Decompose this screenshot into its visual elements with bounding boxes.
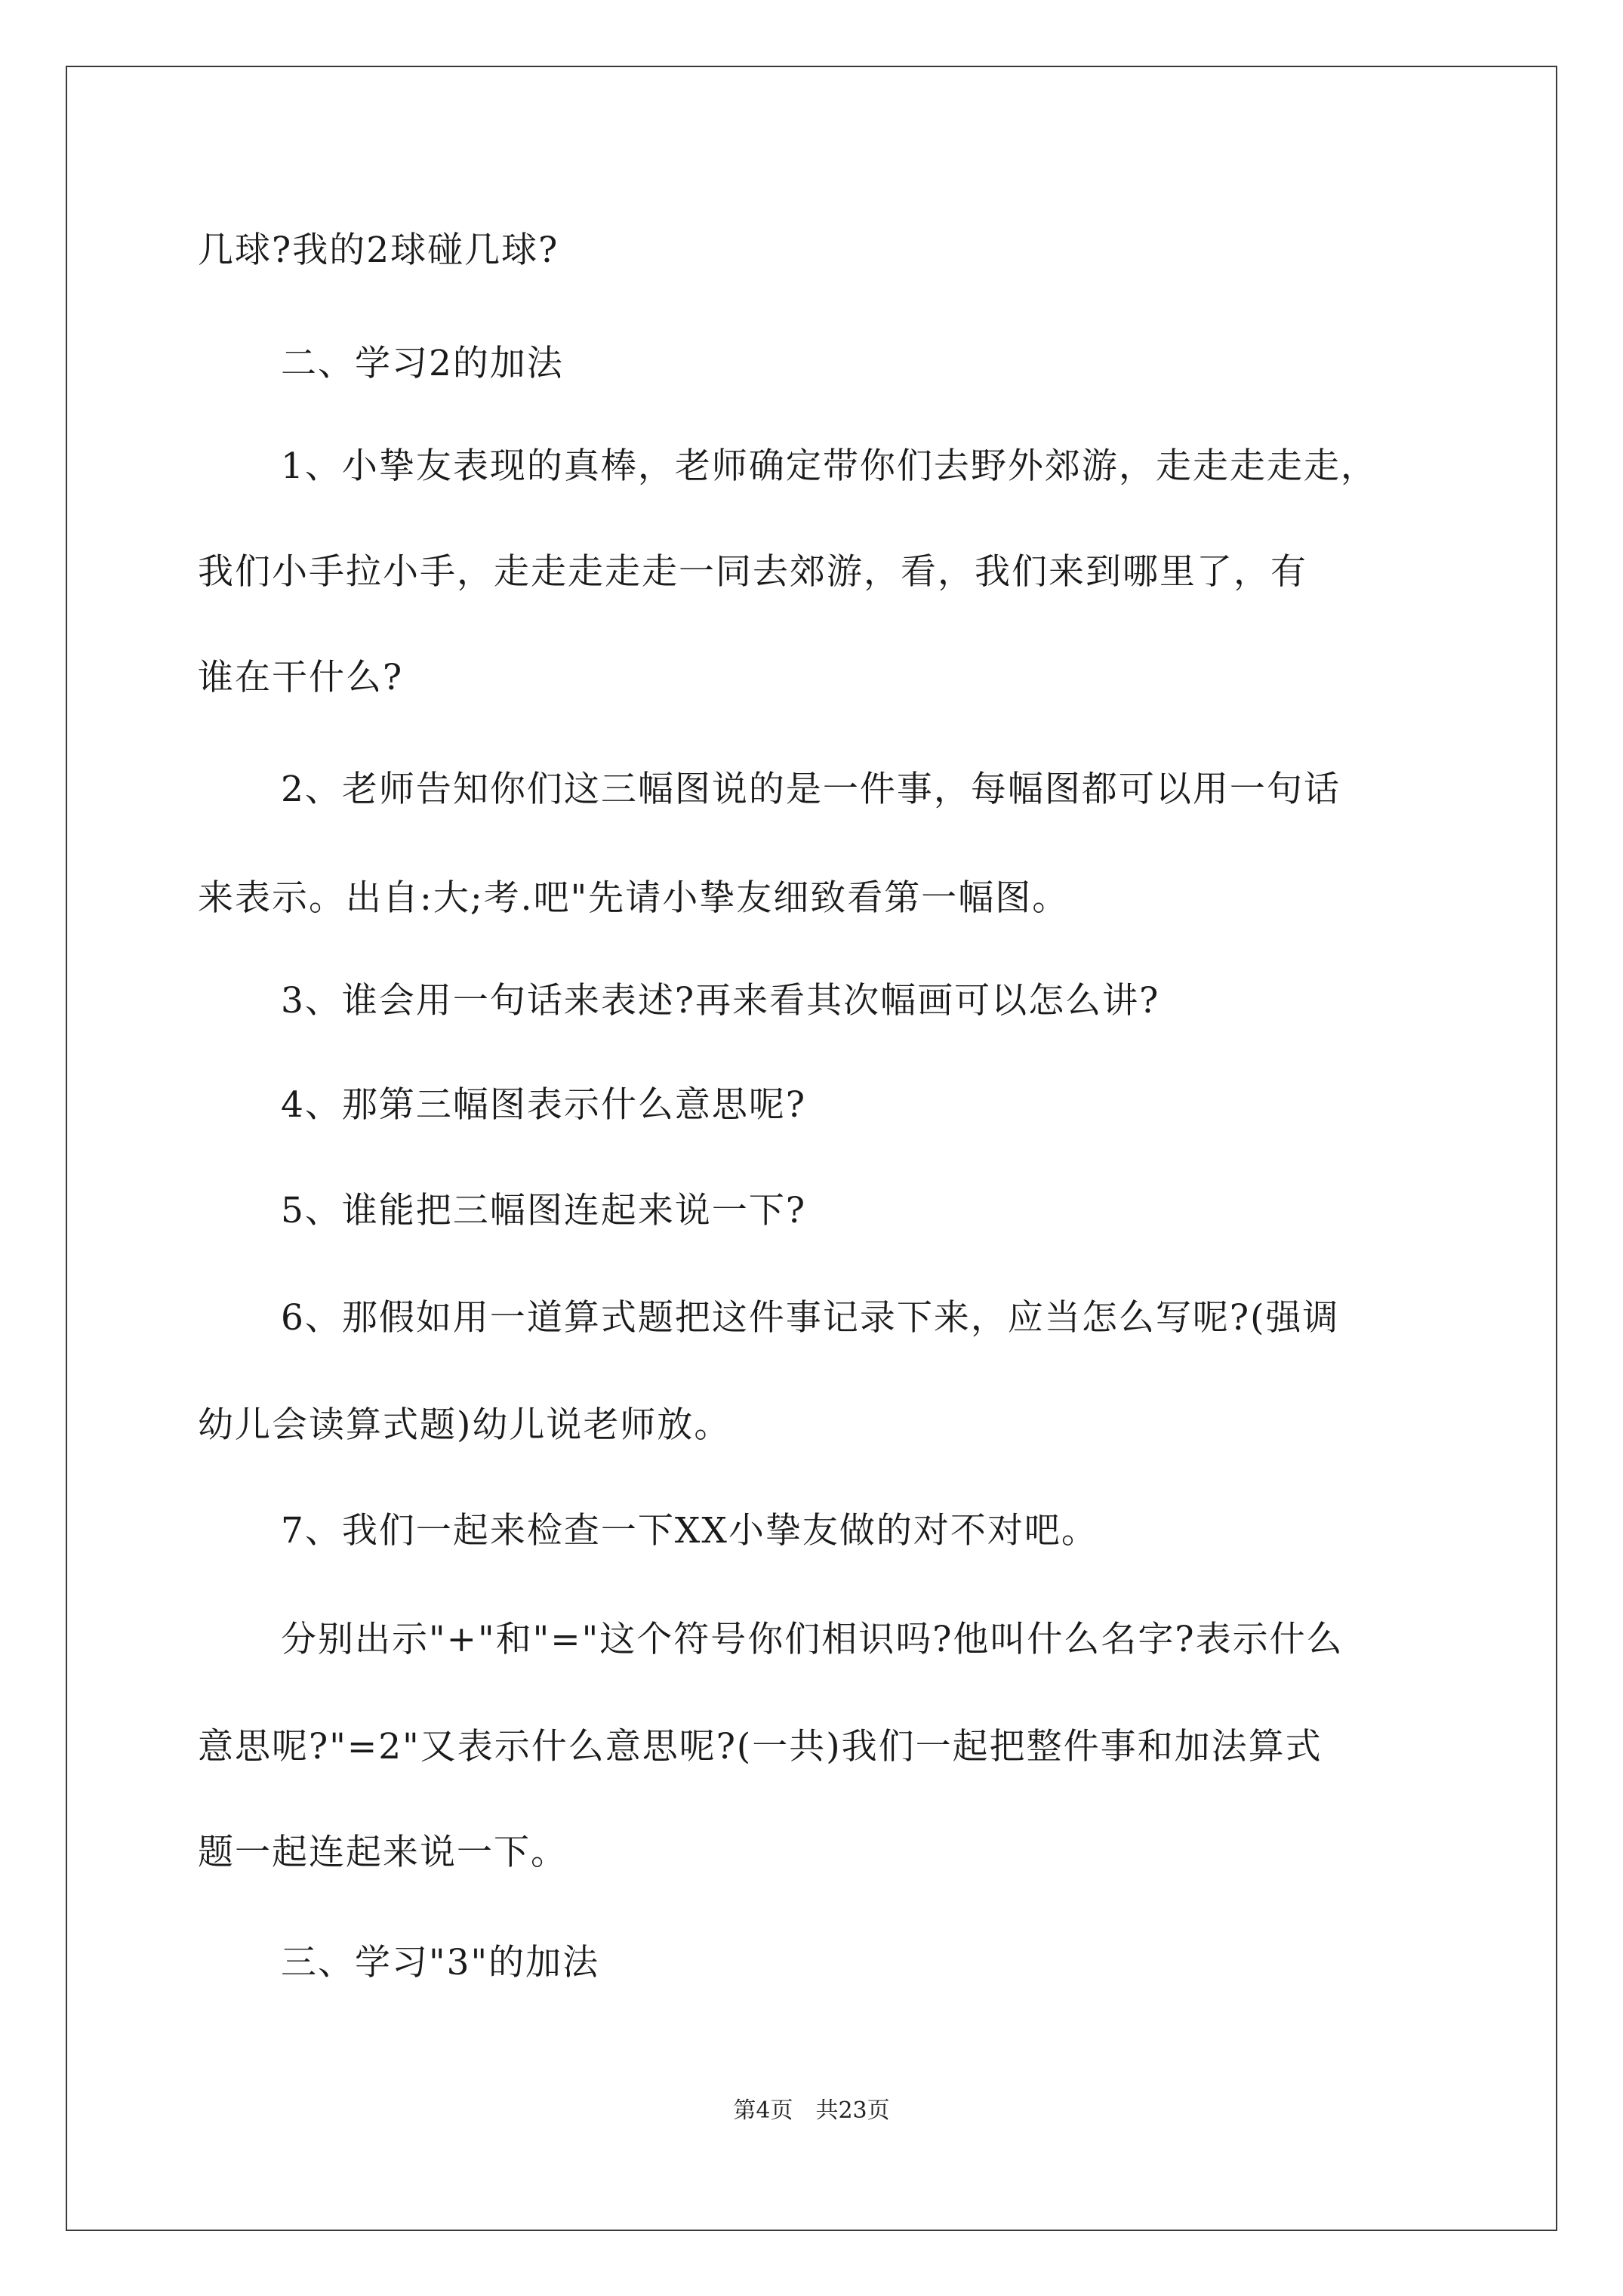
text-line: 5、谁能把三幅图连起来说一下? [281, 1190, 807, 1231]
text-line: 分别出示"+"和"="这个符号你们相识吗?他叫什么名字?表示什么 [281, 1619, 1344, 1660]
text-line: 7、我们一起来检查一下XX小挚友做的对不对吧。 [281, 1510, 1098, 1552]
text-line: 我们小手拉小手，走走走走走一同去郊游，看，我们来到哪里了，有 [198, 551, 1307, 593]
text-line: 1、小挚友表现的真棒，老师确定带你们去野外郊游，走走走走走， [281, 445, 1378, 487]
section-heading: 二、学习2的加法 [281, 343, 564, 384]
text-line: 题一起连起来说一下。 [198, 1832, 568, 1873]
text-line: 2、老师告知你们这三幅图说的是一件事，每幅图都可以用一句话 [281, 769, 1341, 810]
text-line: 3、谁会用一句话来表述?再来看其次幅画可以怎么讲? [281, 980, 1160, 1022]
page-border [66, 66, 1557, 2231]
section-heading: 三、学习"3"的加法 [281, 1942, 600, 1983]
text-line: 意思呢?"=2"又表示什么意思呢?(一共)我们一起把整件事和加法算式 [198, 1726, 1323, 1767]
text-line: 幼儿会读算式题)幼儿说老师放。 [198, 1404, 731, 1446]
text-line: 来表示。出自:大;考.吧"先请小挚友细致看第一幅图。 [198, 877, 1070, 919]
text-line: 几球?我的2球碰几球? [198, 230, 559, 271]
text-line: 谁在干什么? [198, 657, 404, 698]
text-line: 6、那假如用一道算式题把这件事记录下来，应当怎么写呢?(强调 [281, 1297, 1340, 1339]
text-line: 4、那第三幅图表示什么意思呢? [281, 1084, 807, 1126]
page-number-footer: 第4页 共23页 [733, 2097, 890, 2124]
